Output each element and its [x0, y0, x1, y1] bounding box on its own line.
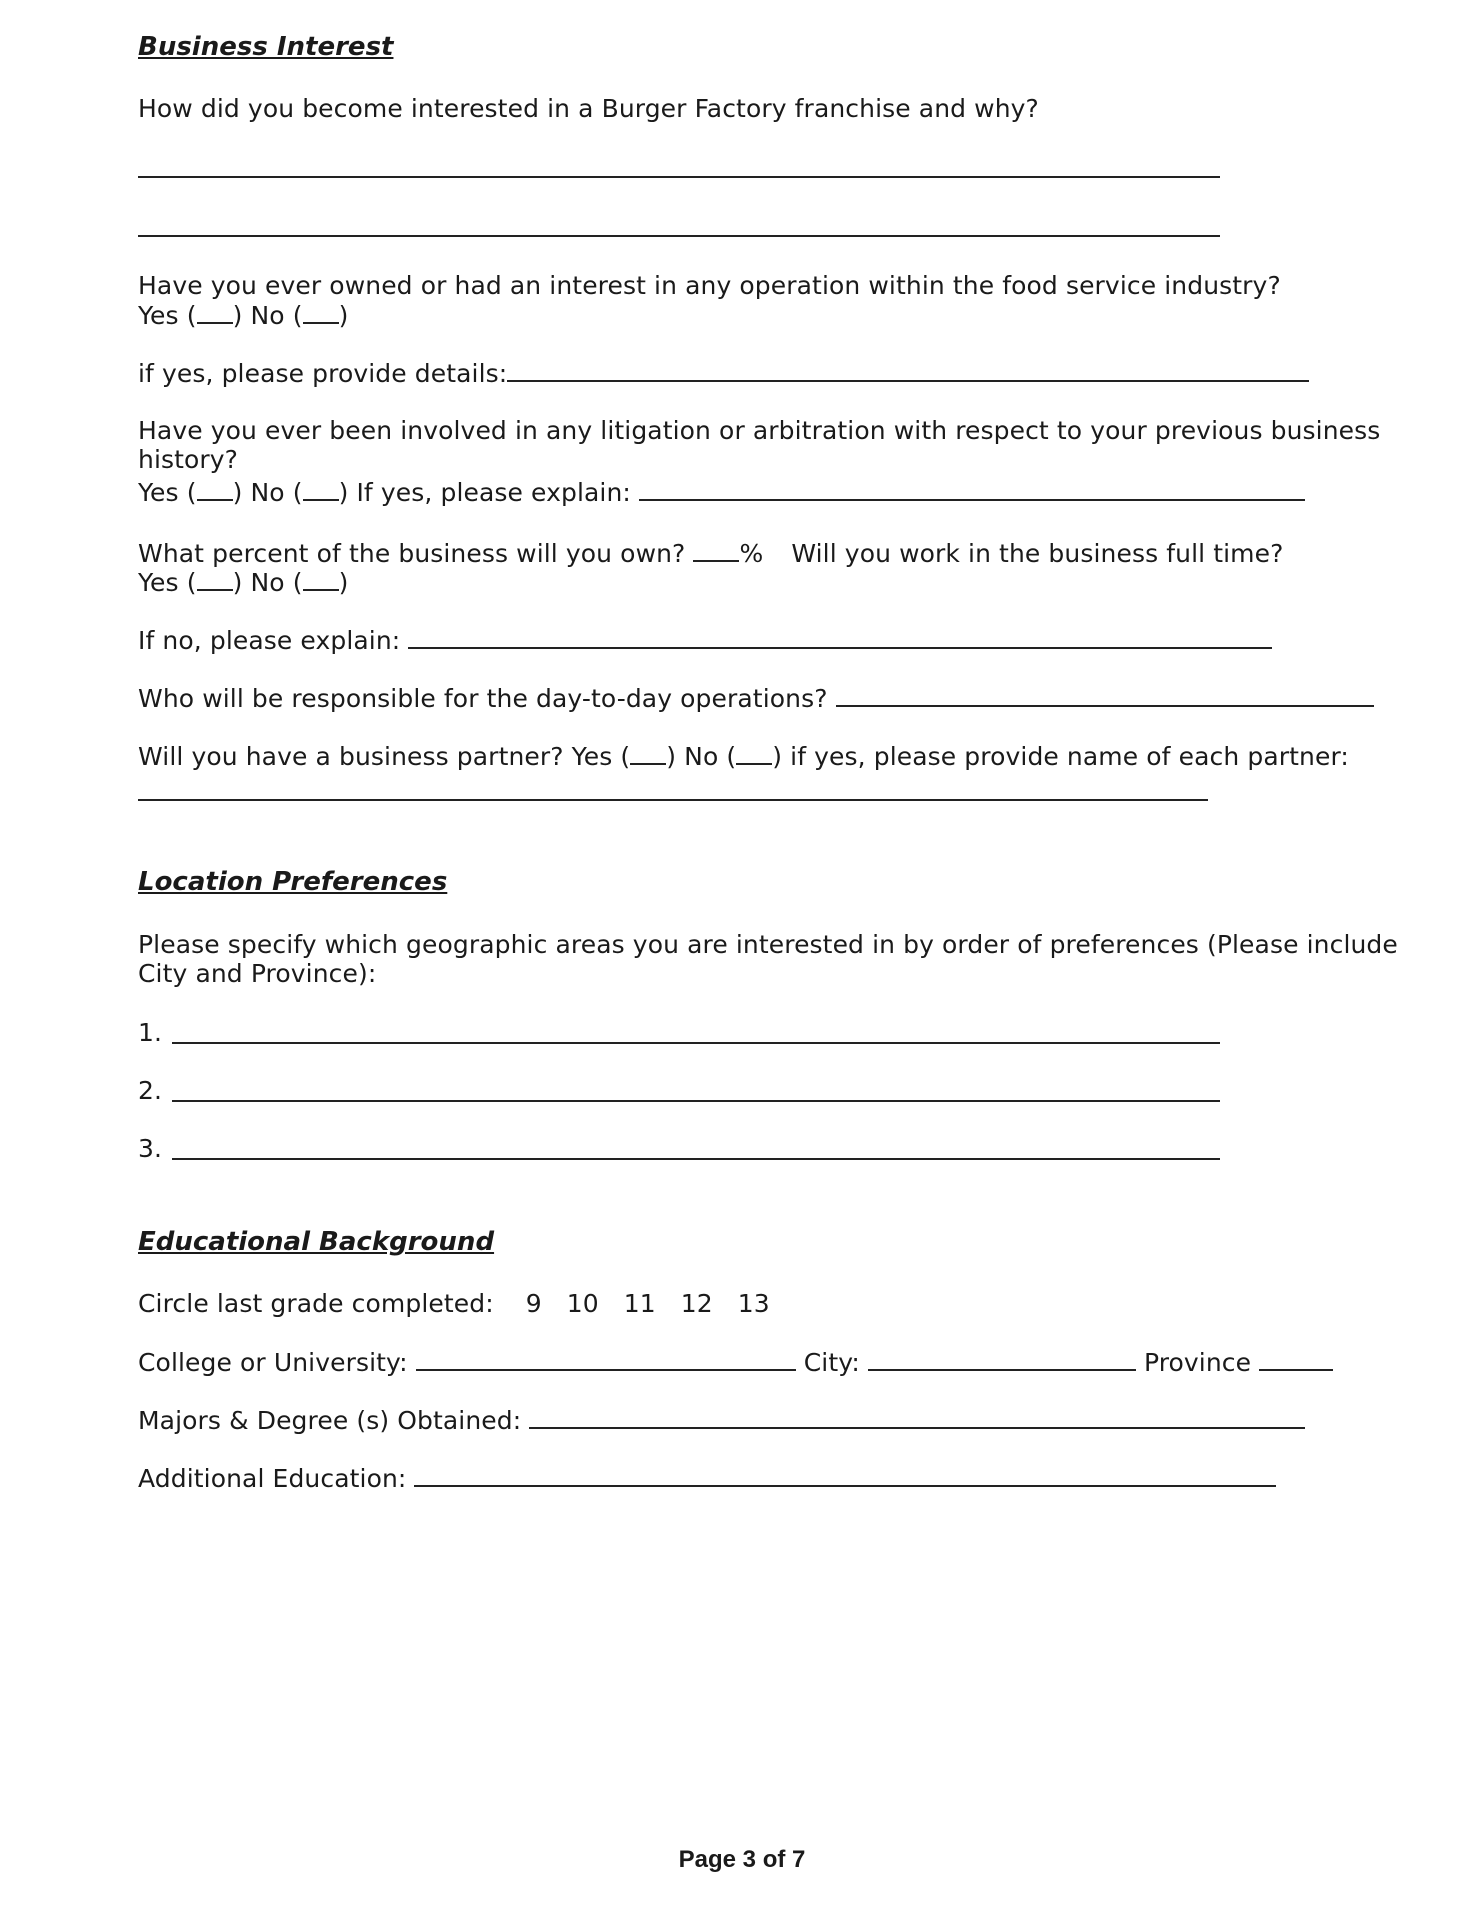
section-heading-business-interest: Business Interest [138, 32, 394, 62]
partner-label: Will you have a business partner? Yes ( [138, 742, 631, 771]
full-time-label: Will you work in the business full time? [791, 539, 1284, 568]
college-row [138, 1347, 1333, 1377]
explain-label: If no, please explain: [138, 626, 401, 655]
yes-blank[interactable] [197, 567, 233, 591]
grade-option[interactable]: 11 [623, 1289, 656, 1318]
item-number: 3. [138, 1134, 163, 1163]
yes-label: Yes ( [138, 568, 197, 597]
answer-line-1[interactable] [138, 176, 1220, 178]
percent-sign: % [739, 539, 764, 568]
yes-blank[interactable] [197, 300, 233, 324]
city-field[interactable] [868, 1347, 1136, 1371]
full-time-yes-no [138, 567, 348, 597]
litigation-yes-no [138, 477, 1305, 507]
no-label: ) No ( [232, 568, 303, 597]
no-blank[interactable] [303, 477, 339, 501]
explain-label: ) If yes, please explain: [338, 478, 631, 507]
location-line-3[interactable] [172, 1158, 1220, 1160]
no-blank[interactable] [303, 567, 339, 591]
day-to-day-label: Who will be responsible for the day-to-day operations? [138, 684, 828, 713]
majors-row [138, 1405, 1305, 1435]
close-paren: ) [338, 568, 349, 597]
percent-label: What percent of the business will you own? [138, 539, 686, 568]
question-litigation-line2: history? [138, 445, 239, 474]
grade-option[interactable]: 9 [525, 1289, 542, 1318]
city-label: City: [803, 1348, 860, 1377]
grade-option[interactable]: 13 [737, 1289, 770, 1318]
grade-option[interactable]: 10 [566, 1289, 599, 1318]
no-blank[interactable] [303, 300, 339, 324]
answer-line-2[interactable] [138, 235, 1220, 237]
yes-label: Yes ( [138, 301, 197, 330]
section-heading-location: Location Preferences [138, 867, 448, 897]
details-label: if yes, please provide details: [138, 359, 508, 388]
section-heading-education: Educational Background [138, 1227, 495, 1257]
close-paren: ) [338, 301, 349, 330]
province-label: Province [1143, 1348, 1252, 1377]
question-interest-why: How did you become interested in a Burger Factory franchise and why? [138, 94, 1039, 123]
percent-field[interactable] [693, 538, 739, 562]
location-intro-line2: City and Province): [138, 959, 377, 988]
yes-blank[interactable] [197, 477, 233, 501]
location-item [138, 1134, 162, 1163]
no-label: ) No ( [232, 478, 303, 507]
partner-names-label: ) if yes, please provide name of each partner: [772, 742, 1349, 771]
item-number: 2. [138, 1076, 163, 1105]
explain-field[interactable] [408, 625, 1272, 649]
full-time-explain [138, 625, 1272, 655]
no-label: ) No ( [666, 742, 737, 771]
college-field[interactable] [416, 1347, 796, 1371]
litigation-explain-field[interactable] [639, 477, 1305, 501]
day-to-day-field[interactable] [836, 683, 1374, 707]
grade-label: Circle last grade completed: [138, 1289, 494, 1318]
additional-field[interactable] [414, 1463, 1276, 1487]
location-line-1[interactable] [172, 1042, 1220, 1044]
additional-education-row [138, 1463, 1276, 1493]
yes-blank[interactable] [630, 741, 666, 765]
page-number: Page 3 of 7 [678, 1846, 806, 1873]
college-label: College or University: [138, 1348, 408, 1377]
majors-label: Majors & Degree (s) Obtained: [138, 1406, 522, 1435]
location-line-2[interactable] [172, 1100, 1220, 1102]
question-ownership-percent [138, 538, 1283, 568]
no-label: ) No ( [232, 301, 303, 330]
grade-option[interactable]: 12 [680, 1289, 713, 1318]
grade-completed-row [138, 1289, 795, 1318]
question-food-service-ownership: Have you ever owned or had an interest in any operation within the food service industry? [138, 271, 1281, 300]
question-business-partner [138, 741, 1349, 771]
yes-label: Yes ( [138, 478, 197, 507]
food-service-details [138, 358, 1309, 388]
question-day-to-day [138, 683, 1374, 713]
details-field[interactable] [507, 358, 1309, 382]
no-blank[interactable] [736, 741, 772, 765]
province-field[interactable] [1259, 1347, 1333, 1371]
food-service-yes-no [138, 300, 348, 330]
additional-label: Additional Education: [138, 1464, 407, 1493]
location-item [138, 1076, 162, 1105]
partner-names-line[interactable] [138, 799, 1208, 801]
item-number: 1. [138, 1018, 163, 1047]
question-litigation-line1: Have you ever been involved in any litigation or arbitration with respect to your previous business [138, 416, 1381, 445]
majors-field[interactable] [529, 1405, 1305, 1429]
location-item [138, 1018, 162, 1047]
location-intro-line1: Please specify which geographic areas you are interested in by order of preferences (Please include [138, 930, 1398, 959]
